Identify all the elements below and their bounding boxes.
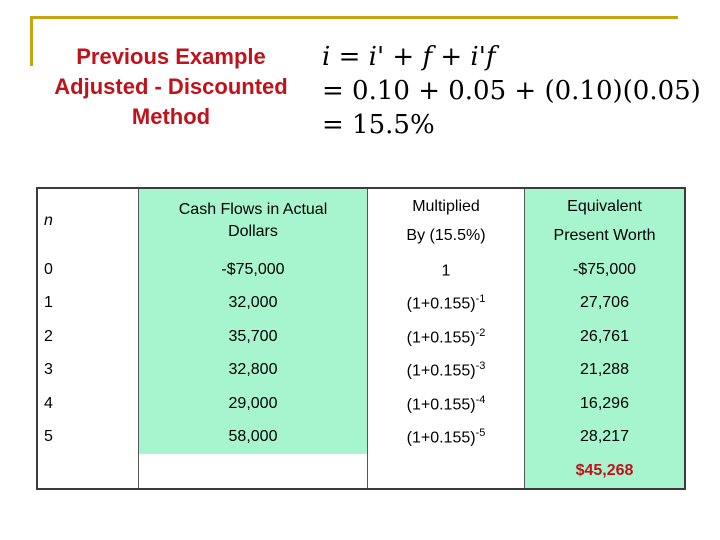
cell-multiplier	[368, 354, 525, 388]
header-equivalent-line-2: Present Worth	[553, 227, 656, 244]
formula-f-2: f	[485, 42, 496, 72]
multiplier-base: (1+0.155)	[406, 395, 476, 413]
multiplier-base: (1+0.155)	[406, 328, 476, 346]
multiplier-exponent: -5	[475, 427, 486, 440]
cell-n: 2	[37, 320, 139, 354]
table-row	[37, 354, 685, 388]
table-row	[37, 320, 685, 354]
header-n: n	[37, 188, 139, 253]
cell-multiplier	[368, 253, 525, 287]
cell-n: 4	[37, 387, 139, 421]
header-cash-flows-line-2: Dollars	[228, 223, 278, 240]
header-cash-flows	[139, 188, 368, 253]
slide-title-line-2: Adjusted - Discounted	[54, 74, 288, 99]
table-row	[37, 253, 685, 287]
table-total-row	[37, 454, 685, 489]
multiplier-base: (1+0.155)	[406, 362, 476, 380]
formula-line-2: = 0.10 + 0.05 + (0.10)(0.05)	[322, 76, 701, 106]
table-row	[37, 287, 685, 321]
cell-n: 5	[37, 421, 139, 455]
multiplier-base: (1+0.155)	[406, 429, 476, 447]
table-row	[37, 387, 685, 421]
header-multiplied-line-2: By (15.5%)	[406, 227, 486, 244]
cell-blank	[368, 454, 525, 489]
cell-multiplier	[368, 320, 525, 354]
header-cash-flows-line-1: Cash Flows in Actual	[178, 201, 328, 218]
multiplier-exponent: -4	[475, 393, 486, 406]
cell-multiplier	[368, 421, 525, 455]
frame-left-line	[30, 16, 33, 66]
multiplier-exponent: -2	[475, 326, 486, 339]
cell-multiplier	[368, 387, 525, 421]
cell-present-worth: 21,288	[525, 354, 686, 388]
formula-i-prime-2: i'	[470, 42, 486, 72]
cell-present-worth: -$75,000	[525, 253, 686, 287]
cell-blank	[139, 454, 368, 489]
cell-n: 3	[37, 354, 139, 388]
multiplier-base: (1+0.155)	[406, 295, 476, 313]
header-multiplied-line-1: Multiplied	[412, 198, 480, 215]
cell-multiplier	[368, 287, 525, 321]
cell-cash-flow: 58,000	[139, 421, 368, 455]
header-equivalent	[525, 188, 686, 253]
cell-cash-flow: 35,700	[139, 320, 368, 354]
formula-i-prime: i'	[368, 42, 385, 72]
formula-eq: =	[330, 42, 369, 72]
frame-top-line	[30, 16, 678, 19]
cell-cash-flow: -$75,000	[139, 253, 368, 287]
slide-title-line-3: Method	[131, 104, 211, 129]
table-row	[37, 421, 685, 455]
slide-title	[36, 42, 306, 132]
cell-cash-flow: 32,000	[139, 287, 368, 321]
header-multiplied	[368, 188, 525, 253]
cell-cash-flow: 32,800	[139, 354, 368, 388]
cell-n: 1	[37, 287, 139, 321]
formula-line-3: = 15.5%	[322, 110, 435, 140]
interest-formula	[322, 40, 701, 142]
cell-cash-flow: 29,000	[139, 387, 368, 421]
formula-i: i	[322, 42, 331, 72]
cell-blank	[37, 454, 139, 489]
cash-flow-table	[36, 187, 686, 490]
multiplier-base: 1	[441, 261, 451, 279]
multiplier-exponent: -3	[475, 360, 486, 373]
cell-present-worth: 26,761	[525, 320, 686, 354]
formula-plus-2: +	[432, 42, 471, 72]
total-present-worth: $45,268	[525, 454, 686, 489]
formula-f: f	[422, 42, 433, 72]
formula-line-1	[322, 40, 701, 74]
slide-title-line-1: Previous Example	[76, 44, 266, 69]
table-header-row	[37, 188, 685, 253]
formula-plus-1: +	[384, 42, 423, 72]
cell-present-worth: 27,706	[525, 287, 686, 321]
multiplier-exponent: -1	[475, 293, 486, 306]
cell-present-worth: 28,217	[525, 421, 686, 455]
header-equivalent-line-1: Equivalent	[567, 198, 642, 215]
cell-present-worth: 16,296	[525, 387, 686, 421]
cell-n: 0	[37, 253, 139, 287]
